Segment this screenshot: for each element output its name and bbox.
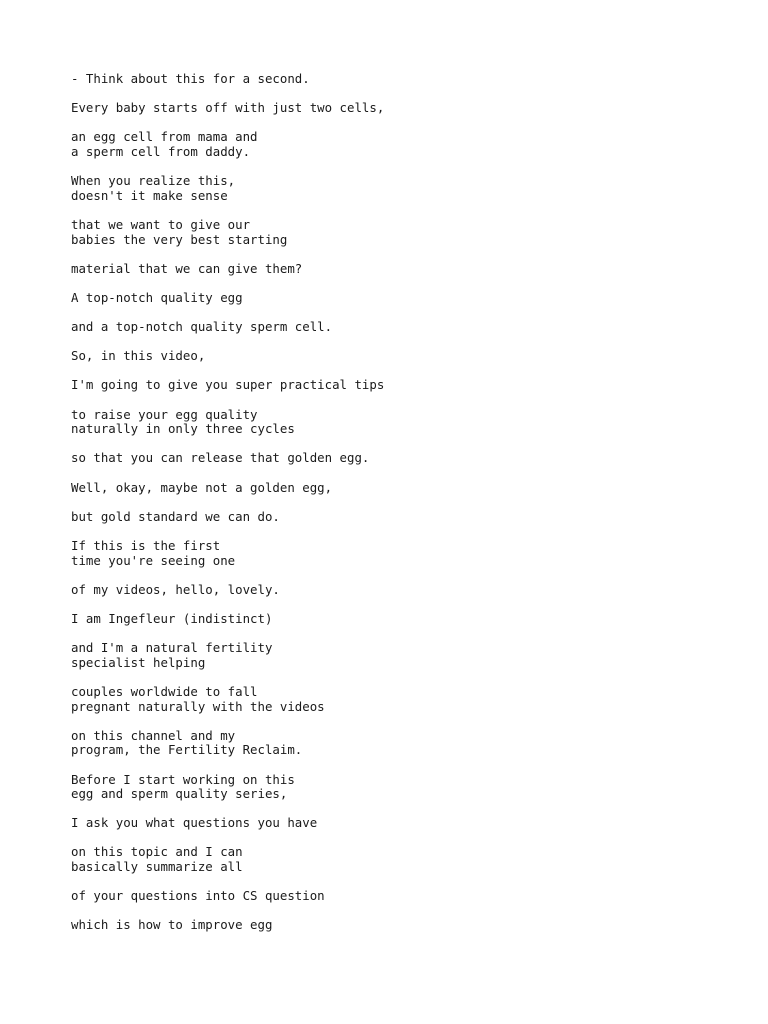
transcript-line: specialist helping — [71, 654, 206, 670]
transcript-line: to raise your egg quality — [71, 406, 258, 422]
transcript-paragraph — [71, 685, 731, 714]
transcript-line: and I'm a natural fertility — [71, 640, 273, 656]
transcript-line: egg and sperm quality series, — [71, 786, 288, 802]
transcript-line: a sperm cell from daddy. — [71, 143, 251, 159]
transcript-document — [71, 72, 731, 948]
transcript-paragraph — [71, 918, 731, 933]
transcript-paragraph — [71, 408, 731, 437]
transcript-line: on this topic and I can — [71, 844, 243, 860]
transcript-paragraph — [71, 816, 731, 831]
transcript-paragraph — [71, 510, 731, 525]
transcript-line: an egg cell from mama and — [71, 129, 258, 145]
transcript-line: Every baby starts off with just two cells, — [71, 100, 385, 116]
transcript-paragraph — [71, 262, 731, 277]
transcript-paragraph — [71, 320, 731, 335]
transcript-line: So, in this video, — [71, 348, 206, 364]
transcript-paragraph — [71, 174, 731, 203]
transcript-line: I'm going to give you super practical tips — [71, 377, 385, 393]
transcript-paragraph — [71, 641, 731, 670]
transcript-line: naturally in only three cycles — [71, 421, 295, 437]
transcript-line: of my videos, hello, lovely. — [71, 581, 280, 597]
transcript-line: If this is the first — [71, 538, 221, 553]
transcript-line: which is how to improve egg — [71, 917, 273, 933]
transcript-paragraph — [71, 539, 731, 568]
transcript-line: pregnant naturally with the videos — [71, 698, 325, 714]
transcript-line: material that we can give them? — [71, 260, 303, 276]
transcript-paragraph — [71, 612, 731, 627]
transcript-line: on this channel and my — [71, 727, 236, 743]
transcript-line: A top-notch quality egg — [71, 289, 243, 305]
transcript-paragraph — [71, 729, 731, 758]
transcript-line: I ask you what questions you have — [71, 815, 318, 831]
transcript-line: program, the Fertility Reclaim. — [71, 742, 303, 758]
transcript-line: that we want to give our — [71, 216, 251, 232]
transcript-paragraph — [71, 349, 731, 364]
transcript-paragraph — [71, 291, 731, 306]
transcript-paragraph — [71, 378, 731, 393]
transcript-paragraph — [71, 451, 731, 466]
transcript-paragraph — [71, 583, 731, 598]
transcript-paragraph — [71, 218, 731, 247]
transcript-paragraph — [71, 845, 731, 874]
transcript-paragraph — [71, 481, 731, 496]
transcript-line: of your questions into CS question — [71, 888, 325, 904]
transcript-paragraph — [71, 101, 731, 116]
transcript-line: time you're seeing one — [71, 552, 236, 568]
transcript-line: I am Ingefleur (indistinct) — [71, 610, 273, 626]
transcript-line: doesn't it make sense — [71, 187, 228, 203]
transcript-line: babies the very best starting — [71, 231, 288, 247]
transcript-line: couples worldwide to fall — [71, 683, 258, 699]
transcript-line: - Think about this for a second. — [71, 71, 310, 86]
transcript-line: basically summarize all — [71, 859, 243, 875]
transcript-line: and a top-notch quality sperm cell. — [71, 319, 333, 335]
transcript-line: so that you can release that golden egg. — [71, 450, 370, 466]
transcript-paragraph — [71, 72, 731, 87]
transcript-paragraph — [71, 889, 731, 904]
transcript-paragraph — [71, 130, 731, 159]
transcript-paragraph — [71, 773, 731, 802]
transcript-line: Before I start working on this — [71, 771, 295, 787]
transcript-line: Well, okay, maybe not a golden egg, — [71, 479, 333, 495]
transcript-line: but gold standard we can do. — [71, 508, 280, 524]
transcript-line: When you realize this, — [71, 173, 236, 189]
